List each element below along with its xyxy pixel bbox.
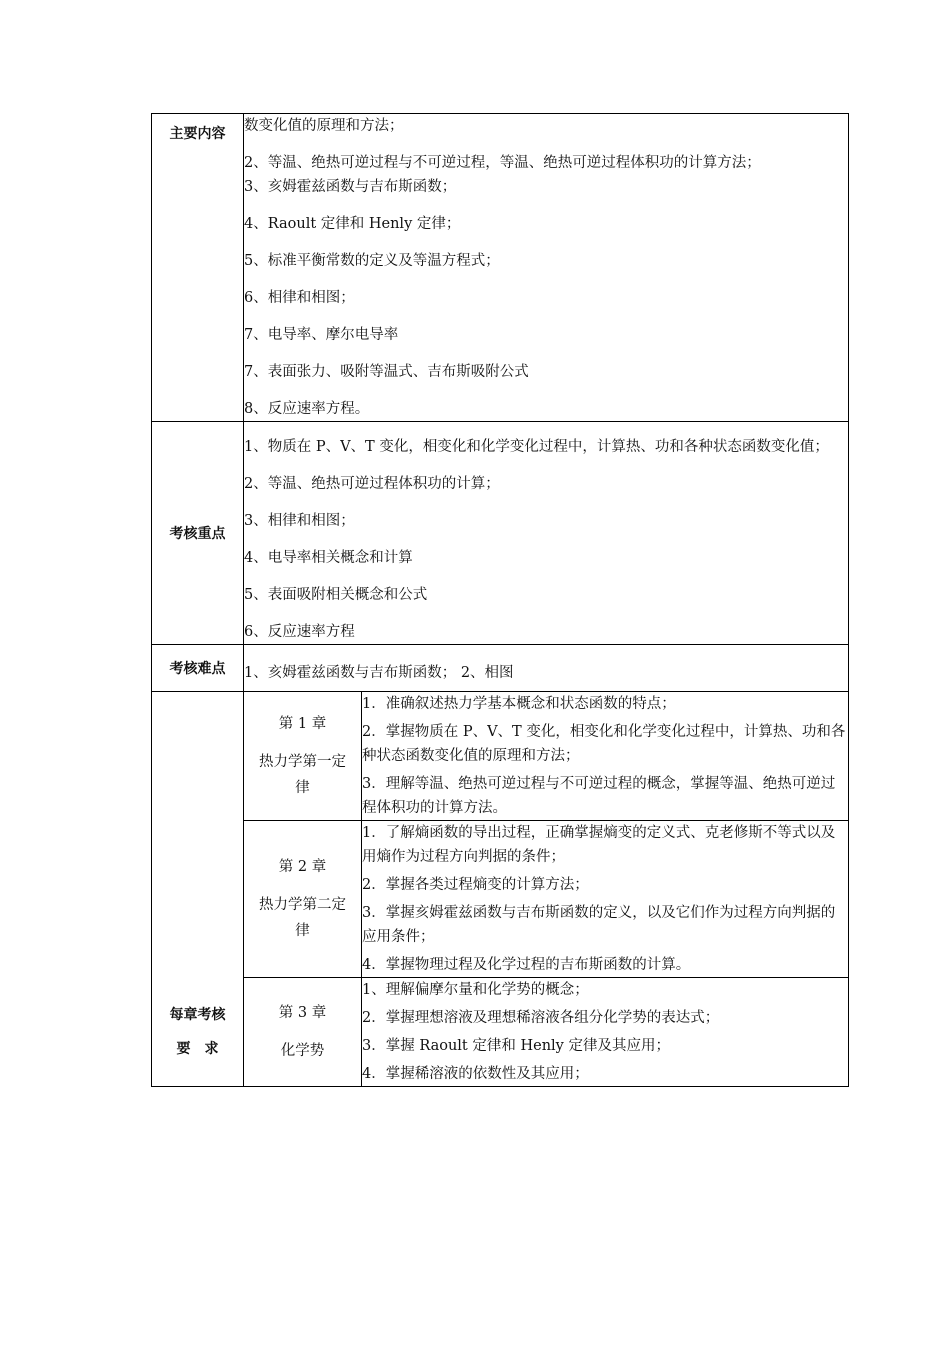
chapter-item: 1、理解偏摩尔量和化学势的概念； [362, 982, 589, 998]
chapter-items-cell [362, 978, 849, 1087]
chapter-requirements-label [152, 692, 244, 1087]
chapter-item: 2．掌握理想溶液及理想稀溶液各组分化学势的表达式； [362, 1010, 720, 1026]
chapter-requirements-label-line2: 要 求 [176, 1041, 219, 1057]
chapter-item: 1．了解熵函数的导出过程，正确掌握熵变的定义式、克老修斯不等式以及用熵作为过程方向判据的条件； [362, 825, 836, 865]
main-content-item: 3、亥姆霍兹函数与吉布斯函数； [244, 179, 457, 195]
chapter-item: 1．准确叙述热力学基本概念和状态函数的特点； [362, 696, 676, 712]
main-content-label: 主要内容 [152, 114, 244, 422]
chapter-title-cell [244, 821, 362, 978]
main-content-item: 5、标准平衡常数的定义及等温方程式； [244, 253, 500, 269]
chapter-row [152, 692, 849, 821]
syllabus-table [151, 113, 849, 1087]
chapter-row [152, 821, 849, 978]
chapter-item: 2．掌握各类过程熵变的计算方法； [362, 877, 589, 893]
chapter-row [152, 978, 849, 1087]
key-points-item: 4、电导率相关概念和计算 [244, 550, 413, 566]
chapter-item: 3．掌握 Raoult 定律和 Henly 定律及其应用； [362, 1038, 670, 1054]
main-content-item: 4、Raoult 定律和 Henly 定律； [244, 216, 461, 232]
key-points-item: 5、表面吸附相关概念和公式 [244, 587, 428, 603]
chapter-title-cell [244, 692, 362, 821]
main-content-item: 6、相律和相图； [244, 290, 355, 306]
chapter-title-cell [244, 978, 362, 1087]
main-content-item: 7、表面张力、吸附等温式、吉布斯吸附公式 [244, 364, 529, 380]
chapter-title: 热力学第二定律 [259, 897, 346, 939]
difficulties-label: 考核难点 [152, 645, 244, 692]
chapter-item: 4．掌握稀溶液的依数性及其应用； [362, 1066, 589, 1082]
chapter-title: 热力学第一定律 [259, 754, 346, 796]
key-points-item: 6、反应速率方程 [244, 624, 355, 640]
key-points-item: 1、物质在 P、V、T 变化，相变化和化学变化过程中，计算热、功和各种状态函数变化值； [244, 439, 829, 455]
difficulties-text: 1、亥姆霍兹函数与吉布斯函数； 2、相图 [244, 665, 514, 681]
chapter-item: 4．掌握物理过程及化学过程的吉布斯函数的计算。 [362, 957, 691, 973]
main-content-cell [244, 114, 849, 422]
chapter-item: 2．掌握物质在 P、V、T 变化，相变化和化学变化过程中，计算热、功和各种状态函数变化值的原理和方法； [362, 724, 846, 764]
chapter-requirements-label-line1: 每章考核 [169, 1007, 226, 1023]
key-points-item: 3、相律和相图； [244, 513, 355, 529]
chapter-number: 第 3 章 [278, 1005, 327, 1021]
chapter-item: 3．理解等温、绝热可逆过程与不可逆过程的概念，掌握等温、绝热可逆过程体积功的计算方法。 [362, 776, 836, 816]
difficulties-row [152, 645, 849, 692]
main-content-item: 数变化值的原理和方法； [244, 118, 404, 134]
chapter-item: 3．掌握亥姆霍兹函数与吉布斯函数的定义，以及它们作为过程方向判据的应用条件； [362, 905, 836, 945]
key-points-cell [244, 422, 849, 645]
key-points-label: 考核重点 [152, 422, 244, 645]
chapter-number: 第 2 章 [278, 859, 327, 875]
main-content-item: 8、反应速率方程。 [244, 401, 370, 417]
chapter-items-cell [362, 692, 849, 821]
main-content-row [152, 114, 849, 422]
main-content-item: 7、电导率、摩尔电导率 [244, 327, 399, 343]
main-content-item: 2、等温、绝热可逆过程与不可逆过程，等温、绝热可逆过程体积功的计算方法； [244, 155, 761, 171]
chapter-number: 第 1 章 [278, 716, 327, 732]
chapter-items-cell [362, 821, 849, 978]
chapter-title: 化学势 [280, 1043, 325, 1059]
difficulties-cell [244, 645, 849, 692]
key-points-item: 2、等温、绝热可逆过程体积功的计算； [244, 476, 500, 492]
key-points-row [152, 422, 849, 645]
